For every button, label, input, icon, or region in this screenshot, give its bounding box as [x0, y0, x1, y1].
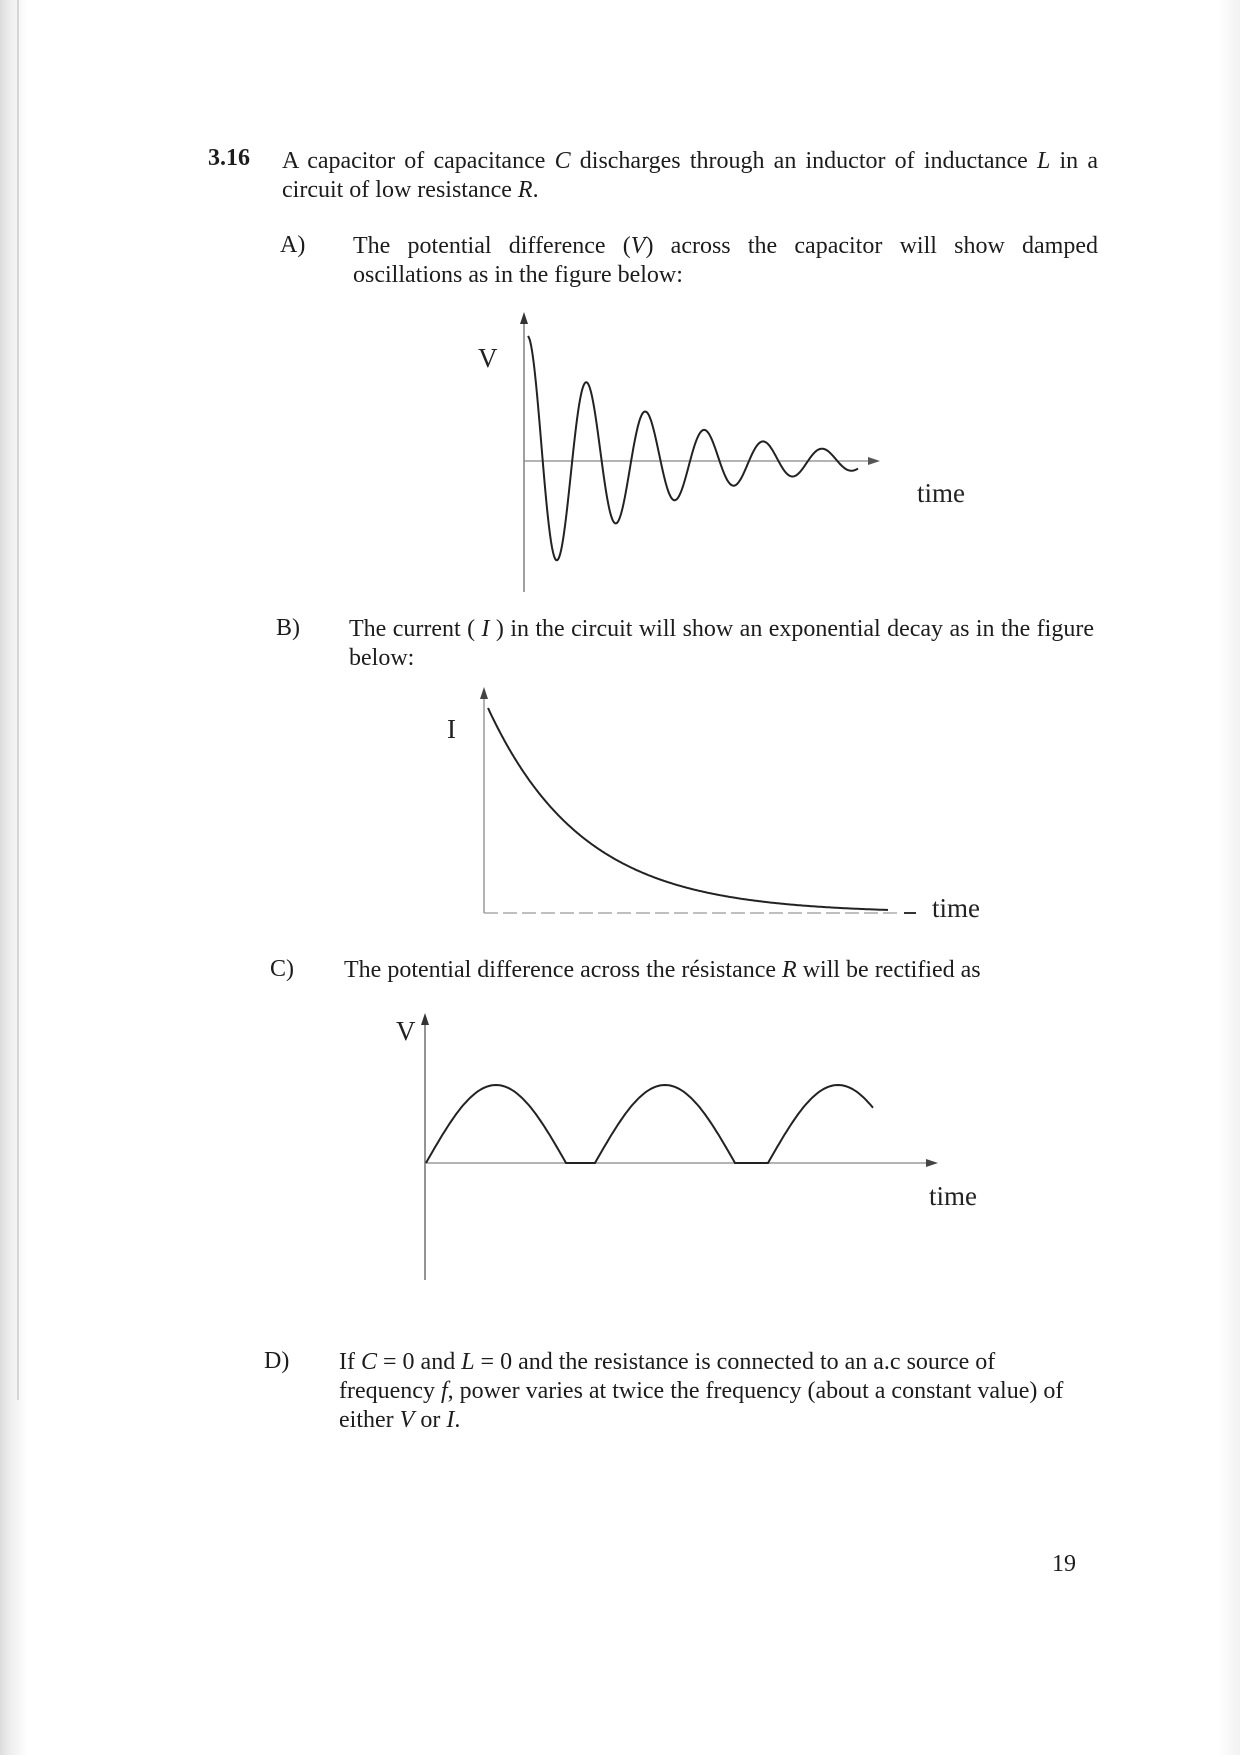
figure-a-x-label: time — [917, 478, 965, 508]
scan-binding-line — [17, 0, 19, 1400]
figure-b-x-label: time — [932, 893, 980, 923]
option-c-text: The potential difference across the résistance R will be rectified as — [344, 957, 981, 983]
scan-left-shadow — [0, 0, 28, 1755]
figure-b-y-arrow — [480, 687, 488, 699]
figure-c-x-arrow — [926, 1159, 938, 1167]
figure-b-decay-curve — [488, 708, 888, 910]
option-b-text: The current ( I ) in the circuit will show an exponential decay as in the figure below: — [349, 616, 1094, 671]
figure-c-y-label: V — [396, 1016, 416, 1046]
figure-b-exponential-decay — [430, 685, 1000, 925]
figure-a-y-label: V — [478, 343, 498, 373]
figure-b-y-label: I — [447, 714, 456, 744]
figure-a-x-arrow — [868, 457, 880, 465]
option-d-text: If C = 0 and L = 0 and the resistance is connected to an a.c source of frequency f, power varies at twice the frequency (about a constant value) of either V or I. — [339, 1349, 1064, 1433]
figure-c-x-label: time — [929, 1181, 977, 1211]
scan-right-shadow — [1218, 0, 1240, 1755]
option-d-label: D) — [264, 1348, 290, 1374]
figure-c-rectified-wave — [390, 1005, 990, 1285]
question-number: 3.16 — [208, 145, 250, 171]
page-number: 19 — [1052, 1551, 1076, 1577]
option-a-text: The potential difference (V) across the capacitor will show damped oscillations as in the figure below: — [353, 233, 1098, 288]
option-b-label: B) — [276, 615, 300, 641]
figure-c-y-arrow — [421, 1013, 429, 1025]
figure-a-y-arrow — [520, 312, 528, 324]
figure-c-rectified-curve — [426, 1085, 873, 1163]
figure-a-damped-curve — [528, 336, 858, 560]
option-a-label: A) — [280, 232, 306, 258]
question-stem: A capacitor of capacitance C discharges through an inductor of inductance L in a circuit of low resistance R. — [282, 148, 1099, 203]
figure-a-damped-oscillation — [470, 310, 970, 600]
option-c-label: C) — [270, 956, 294, 982]
